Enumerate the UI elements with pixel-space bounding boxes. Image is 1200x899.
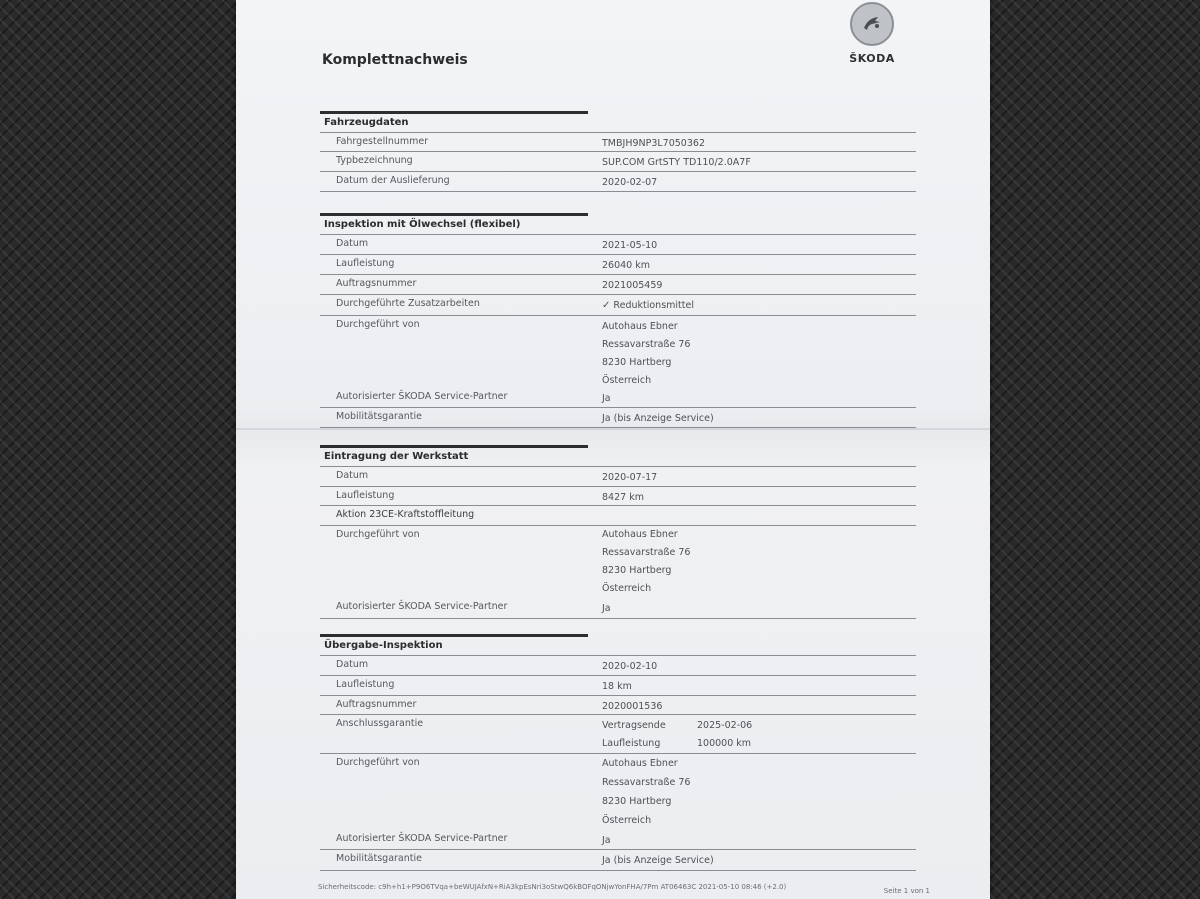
address-line: Österreich [602,583,652,594]
brand-name: ŠKODA [849,52,895,65]
label: Fahrgestellnummer [336,136,429,147]
value: 2021-05-10 [602,240,658,251]
brand-logo [842,0,902,65]
label: Datum der Auslieferung [336,175,450,186]
value: 2020-02-10 [602,661,658,672]
label: Mobilitätsgarantie [336,853,422,864]
value: Ja [602,835,611,846]
label: Durchgeführt von [336,757,420,768]
vertragsende-label: Vertragsende [602,720,666,731]
row-auslieferung [320,172,916,192]
vertragsende-value: 2025-02-06 [697,720,753,731]
row-zusatzarbeiten [320,295,916,316]
row-durchgefuehrt-von [320,316,916,388]
label: Laufleistung [336,258,395,269]
address [602,526,690,598]
address-line: Österreich [602,815,652,826]
value: 26040 km [602,260,650,271]
garantie-laufleistung-value: 100000 km [697,738,752,749]
value: Ja (bis Anzeige Service) [602,855,714,866]
section-fahrzeugdaten [320,111,916,192]
label: Auftragsnummer [336,278,417,289]
row-datum [320,656,916,676]
value: SUP.COM GrtSTY TD110/2.0A7F [602,157,751,168]
skoda-logo-icon [850,2,894,46]
value [602,300,694,311]
value: 2020-07-17 [602,472,658,483]
address-line: Ressavarstraße 76 [602,777,691,788]
address-line: 8230 Hartberg [602,796,672,807]
row-datum [320,467,916,487]
label: Datum [336,659,369,670]
label: Auftragsnummer [336,699,417,710]
row-laufleistung [320,676,916,696]
label: Durchgeführt von [336,319,420,330]
garantie-laufleistung-label: Laufleistung [602,738,661,749]
row-mobilitaetsgarantie [320,850,916,871]
section-title: Übergabe-Inspektion [320,637,916,656]
value: 8427 km [602,492,644,503]
row-laufleistung [320,255,916,275]
label: Anschlussgarantie [336,718,424,729]
value: TMBJH9NP3L7050362 [602,138,705,149]
row-auftragsnummer [320,275,916,295]
label: Laufleistung [336,490,395,501]
address-line: Autohaus Ebner [602,321,678,332]
label: Autorisierter ŠKODA Service-Partner [336,601,508,612]
address [602,318,690,390]
value: 2021005459 [602,280,663,291]
section-title: Fahrzeugdaten [320,114,916,133]
value: Ja [602,603,611,614]
label: Durchgeführte Zusatzarbeiten [336,298,480,309]
value: 2020-02-07 [602,177,658,188]
document-sheet [236,0,990,899]
value: 2020001536 [602,701,663,712]
footer [318,883,930,895]
security-code: Sicherheitscode: c9h+h1+P9O6TVqa+beWUJAfxN+RiA3kpEsNri3oStwQ6kBOFqONjwYonFHA/7Pm AT06463C 2021-05-10 08:46 (+2.0) [318,883,787,891]
label: Mobilitätsgarantie [336,411,422,422]
aktion-text: Aktion 23CE-Kraftstoffleitung [336,509,475,520]
row-durchgefuehrt-von [320,526,916,598]
address-line: Autohaus Ebner [602,758,678,769]
row-mobilitaetsgarantie [320,408,916,428]
document-title: Komplettnachweis [322,52,468,68]
label: Autorisierter ŠKODA Service-Partner [336,833,508,844]
label: Laufleistung [336,679,395,690]
value: Ja [602,393,611,404]
address-line: Ressavarstraße 76 [602,547,691,558]
checkmark-icon: ✓ [602,300,611,311]
row-durchgefuehrt-von [320,754,916,830]
section-title: Eintragung der Werkstatt [320,448,916,467]
row-typbezeichnung [320,152,916,172]
row-service-partner [320,388,916,408]
address-line: 8230 Hartberg [602,357,672,368]
address-line: Ressavarstraße 76 [602,339,691,350]
address-line: 8230 Hartberg [602,565,672,576]
row-fahrgestellnummer [320,133,916,152]
section-werkstatt [320,445,916,619]
label: Datum [336,470,369,481]
section-title: Inspektion mit Ölwechsel (flexibel) [320,216,916,235]
label: Durchgeführt von [336,529,420,540]
row-auftragsnummer [320,696,916,715]
label: Datum [336,238,369,249]
row-service-partner [320,598,916,619]
row-laufleistung [320,487,916,506]
address-line: Autohaus Ebner [602,529,678,540]
row-service-partner [320,830,916,850]
zusatz-value: Reduktionsmittel [613,300,694,311]
value: Ja (bis Anzeige Service) [602,413,714,424]
label: Typbezeichnung [336,155,413,166]
section-uebergabe [320,634,916,871]
section-inspektion [320,213,916,428]
paper-fold [236,428,990,430]
row-datum [320,235,916,255]
row-aktion [320,506,916,526]
address [602,754,690,830]
row-anschlussgarantie [320,715,916,754]
page-number: Seite 1 von 1 [883,887,930,895]
value: 18 km [602,681,632,692]
label: Autorisierter ŠKODA Service-Partner [336,391,508,402]
address-line: Österreich [602,375,652,386]
